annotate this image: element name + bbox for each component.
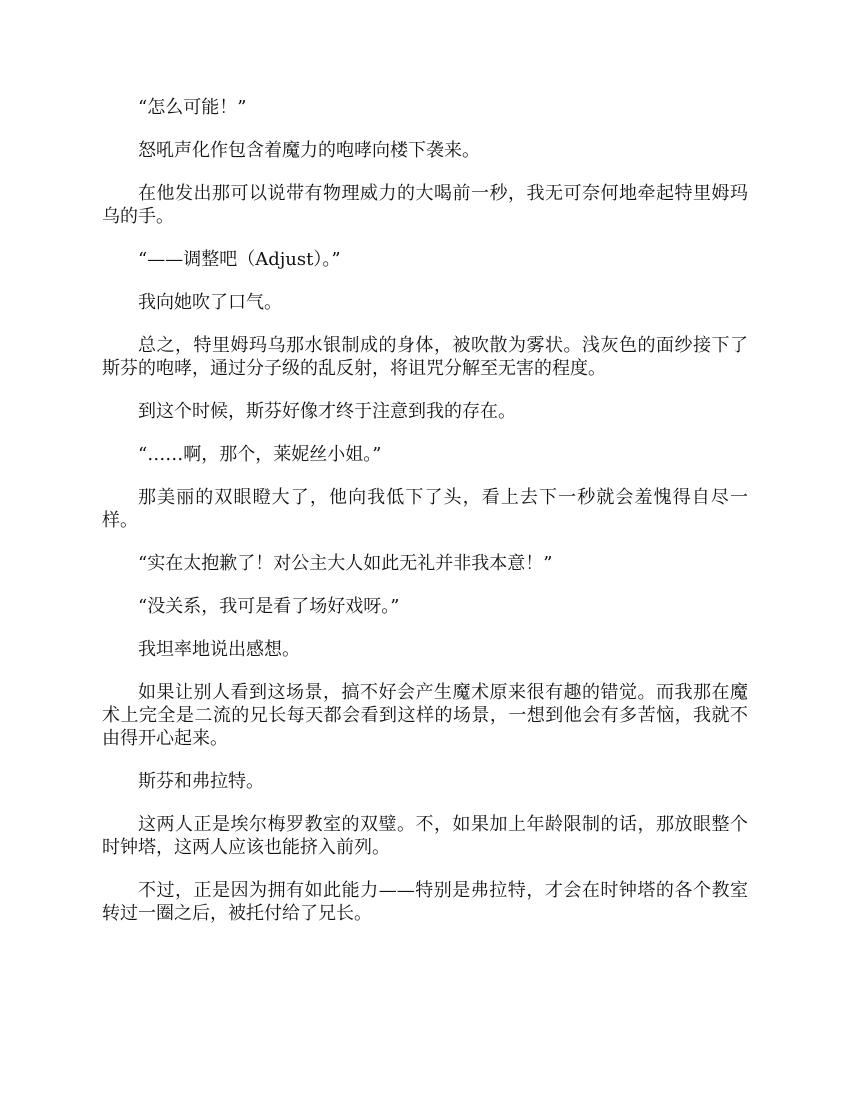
paragraph-3: 在他发出那可以说带有物理威力的大喝前一秒，我无可奈何地牵起特里姆玛乌的手。 (102, 183, 748, 227)
paragraph-13: 如果让别人看到这场景，搞不好会产生魔术原来很有趣的错觉。而我那在魔术上完全是二流的兄长每天都会看到这样的场景，一想到他会有多苦恼，我就不由得开心起来。 (102, 682, 748, 749)
paragraph-10: “实在太抱歉了！对公主大人如此无礼并非我本意！” (138, 553, 553, 574)
paragraph-5: 我向她吹了口气。 (138, 292, 282, 313)
paragraph-7: 到这个时候，斯芬好像才终于注意到我的存在。 (138, 401, 516, 422)
paragraph-15: 这两人正是埃尔梅罗教室的双璧。不，如果加上年龄限制的话，那放眼整个时钟塔，这两人应该也能挤入前列。 (102, 814, 748, 858)
paragraph-4: “——调整吧（Adjust）。” (138, 249, 341, 270)
paragraph-14: 斯芬和弗拉特。 (138, 771, 264, 792)
paragraph-1: “怎么可能！” (138, 97, 247, 118)
paragraph-12: 我坦率地说出感想。 (138, 639, 300, 660)
paragraph-8: “……啊，那个，莱妮丝小姐。” (138, 444, 382, 465)
paragraph-2: 怒吼声化作包含着魔力的咆哮向楼下袭来。 (138, 140, 480, 161)
paragraph-16: 不过，正是因为拥有如此能力——特别是弗拉特，才会在时钟塔的各个教室转过一圈之后，被托付给了兄长。 (102, 880, 748, 924)
paragraph-9: 那美丽的双眼瞪大了，他向我低下了头，看上去下一秒就会羞愧得自尽一样。 (102, 487, 748, 531)
document-body (102, 96, 748, 945)
paragraph-6: 总之，特里姆玛乌那水银制成的身体，被吹散为雾状。浅灰色的面纱接下了斯芬的咆哮，通过分子级的乱反射，将诅咒分解至无害的程度。 (102, 335, 748, 379)
paragraph-11: “没关系，我可是看了场好戏呀。” (138, 596, 400, 617)
